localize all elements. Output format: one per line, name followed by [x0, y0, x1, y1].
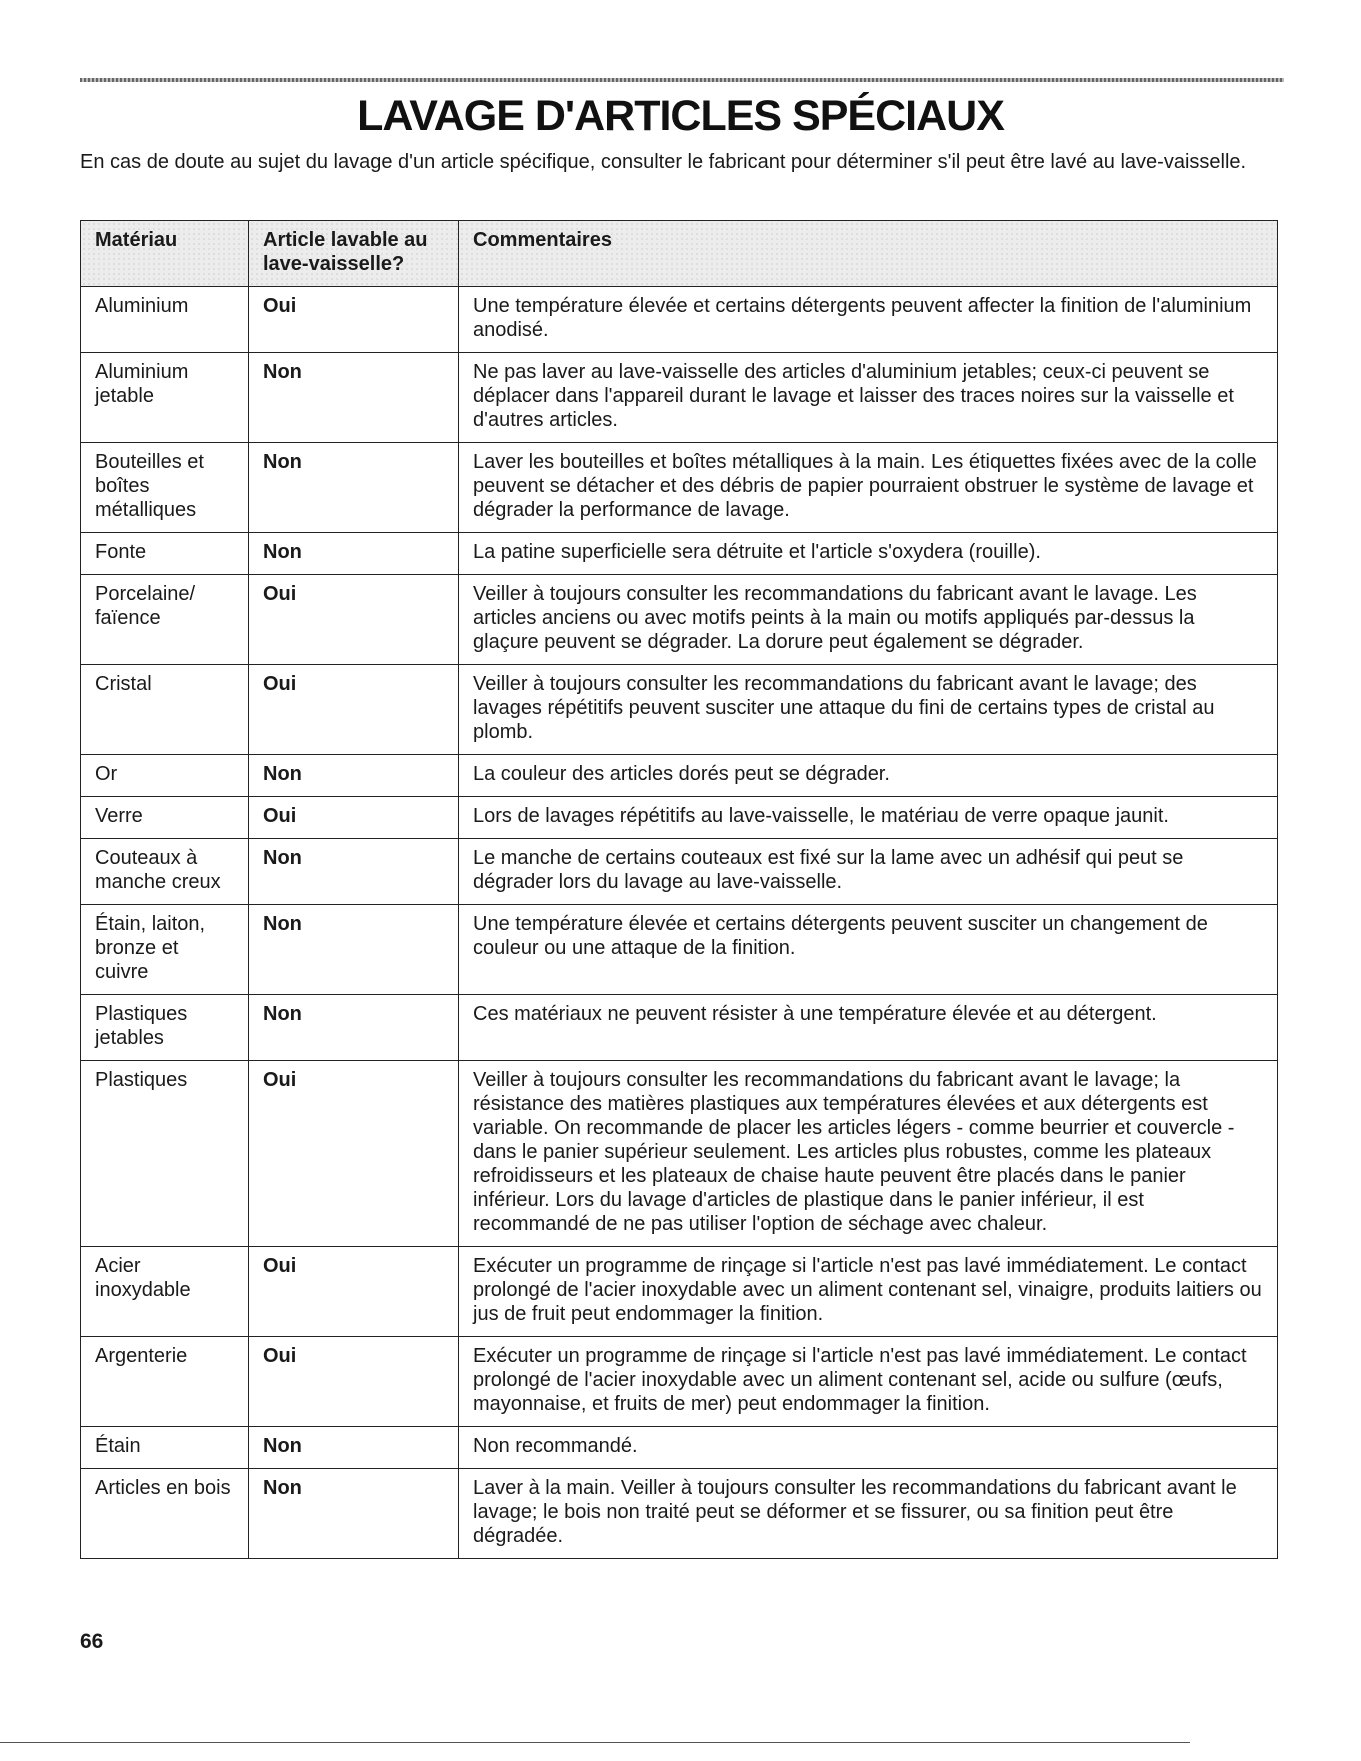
- cell-answer: Non: [249, 443, 459, 533]
- cell-answer: Oui: [249, 797, 459, 839]
- cell-material: Argenterie: [81, 1337, 249, 1427]
- table-row: [81, 905, 1278, 995]
- cell-material: Or: [81, 755, 249, 797]
- cell-answer: Oui: [249, 287, 459, 353]
- cell-answer: Non: [249, 353, 459, 443]
- cell-answer: Non: [249, 905, 459, 995]
- cell-comment: Veiller à toujours consulter les recommandations du fabricant avant le lavage; la résistance des matières plastiques aux températures élevées et aux détergents est variable. On recommande de placer les articles légers - comme beurrier et couvercle - dans le panier supérieur seulement. Les articles plus robustes, comme les plateaux refroidisseurs et les plateaux de chaise haute peuvent être placés dans le panier inférieur. Lors du lavage d'articles de plastique dans le panier inférieur, il est recommandé de ne pas utiliser l'option de séchage avec chaleur.: [459, 1061, 1278, 1247]
- cell-answer: Oui: [249, 1247, 459, 1337]
- cell-material: Articles en bois: [81, 1469, 249, 1559]
- cell-comment: Laver les bouteilles et boîtes métalliques à la main. Les étiquettes fixées avec de la colle peuvent se détacher et des débris de papier pourraient obstruer le système de lavage et dégrader la performance de lavage.: [459, 443, 1278, 533]
- cell-comment: Lors de lavages répétitifs au lave-vaisselle, le matériau de verre opaque jaunit.: [459, 797, 1278, 839]
- cell-comment: Le manche de certains couteaux est fixé sur la lame avec un adhésif qui peut se dégrader lors du lavage au lave-vaisselle.: [459, 839, 1278, 905]
- cell-answer: Non: [249, 533, 459, 575]
- table-row: [81, 1337, 1278, 1427]
- table-row: [81, 1247, 1278, 1337]
- table-row: [81, 995, 1278, 1061]
- cell-material: Aluminium jetable: [81, 353, 249, 443]
- cell-material: Étain: [81, 1427, 249, 1469]
- page-number: 66: [80, 1630, 104, 1653]
- table-row: [81, 797, 1278, 839]
- cell-comment: Non recommandé.: [459, 1427, 1278, 1469]
- cell-answer: Non: [249, 1427, 459, 1469]
- cell-material: Acier inoxydable: [81, 1247, 249, 1337]
- cell-comment: Veiller à toujours consulter les recommandations du fabricant avant le lavage. Les articles anciens ou avec motifs peints à la main ou motifs appliqués par-dessus la glaçure peuvent se dégrader. La dorure peut également se dégrader.: [459, 575, 1278, 665]
- cell-material: Plastiques jetables: [81, 995, 249, 1061]
- cell-answer: Non: [249, 995, 459, 1061]
- cell-comment: Veiller à toujours consulter les recommandations du fabricant avant le lavage; des lavages répétitifs peuvent susciter une attaque du fini de certains types de cristal au plomb.: [459, 665, 1278, 755]
- table-body: [81, 287, 1278, 1559]
- cell-comment: La patine superficielle sera détruite et l'article s'oxydera (rouille).: [459, 533, 1278, 575]
- cell-material: Étain, laiton, bronze et cuivre: [81, 905, 249, 995]
- cell-answer: Oui: [249, 1061, 459, 1247]
- table-row: [81, 755, 1278, 797]
- header-dishwasher-safe: Article lavable au lave-vaisselle?: [249, 221, 459, 287]
- table-row: [81, 533, 1278, 575]
- cell-material: Plastiques: [81, 1061, 249, 1247]
- cell-material: Aluminium: [81, 287, 249, 353]
- cell-material: Verre: [81, 797, 249, 839]
- top-rule: [80, 78, 1284, 82]
- table-row: [81, 1469, 1278, 1559]
- page-title: LAVAGE D'ARTICLES SPÉCIAUX: [357, 92, 1004, 140]
- table-row: [81, 1061, 1278, 1247]
- cell-comment: Ne pas laver au lave-vaisselle des articles d'aluminium jetables; ceux-ci peuvent se déplacer dans l'appareil durant le lavage et laisser des traces noires sur la vaisselle et d'autres articles.: [459, 353, 1278, 443]
- cell-material: Cristal: [81, 665, 249, 755]
- table-row: [81, 443, 1278, 533]
- cell-answer: Oui: [249, 1337, 459, 1427]
- table-row: [81, 575, 1278, 665]
- cell-comment: Une température élevée et certains détergents peuvent affecter la finition de l'aluminium anodisé.: [459, 287, 1278, 353]
- cell-answer: Oui: [249, 575, 459, 665]
- cell-material: Couteaux à manche creux: [81, 839, 249, 905]
- header-material: Matériau: [81, 221, 249, 287]
- table-row: [81, 839, 1278, 905]
- special-items-table: [80, 220, 1278, 1559]
- table-row: [81, 287, 1278, 353]
- cell-answer: Non: [249, 755, 459, 797]
- cell-material: Bouteilles et boîtes métalliques: [81, 443, 249, 533]
- cell-comment: Exécuter un programme de rinçage si l'article n'est pas lavé immédiatement. Le contact prolongé de l'acier inoxydable avec un aliment contenant sel, vinaigre, produits laitiers ou jus de fruit peut endommager la finition.: [459, 1247, 1278, 1337]
- cell-comment: Exécuter un programme de rinçage si l'article n'est pas lavé immédiatement. Le contact prolongé de l'acier inoxydable avec un aliment contenant sel, acide ou sulfure (œufs, mayonnaise, et fruits de mer) peut endommager la finition.: [459, 1337, 1278, 1427]
- bottom-rule: [0, 1742, 1190, 1743]
- cell-comment: Ces matériaux ne peuvent résister à une température élevée et au détergent.: [459, 995, 1278, 1061]
- cell-comment: La couleur des articles dorés peut se dégrader.: [459, 755, 1278, 797]
- intro-paragraph: En cas de doute au sujet du lavage d'un article spécifique, consulter le fabricant pour déterminer s'il peut être lavé au lave-vaisselle.: [80, 151, 1247, 173]
- cell-material: Fonte: [81, 533, 249, 575]
- table-row: [81, 665, 1278, 755]
- table-header-row: [81, 221, 1278, 287]
- cell-answer: Non: [249, 1469, 459, 1559]
- cell-material: Porcelaine/ faïence: [81, 575, 249, 665]
- table-row: [81, 353, 1278, 443]
- header-comments: Commentaires: [459, 221, 1278, 287]
- cell-comment: Une température élevée et certains détergents peuvent susciter un changement de couleur ou une attaque de la finition.: [459, 905, 1278, 995]
- cell-answer: Non: [249, 839, 459, 905]
- cell-comment: Laver à la main. Veiller à toujours consulter les recommandations du fabricant avant le lavage; le bois non traité peut se déformer et se fissurer, ou sa finition peut être dégradée.: [459, 1469, 1278, 1559]
- table-row: [81, 1427, 1278, 1469]
- cell-answer: Oui: [249, 665, 459, 755]
